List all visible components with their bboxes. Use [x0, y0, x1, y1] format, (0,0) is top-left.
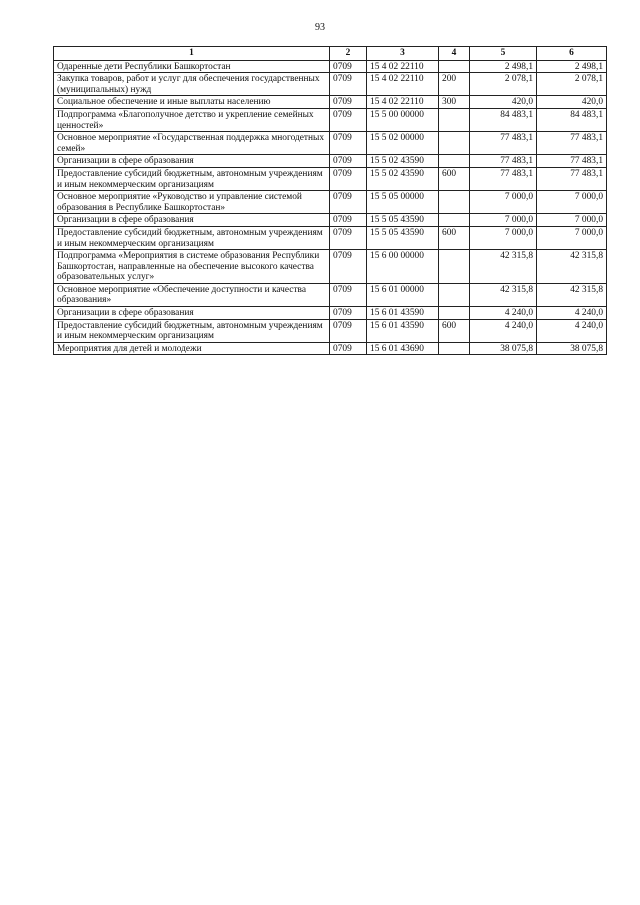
- row-section: 0709: [330, 250, 367, 284]
- row-amount-year1: 84 483,1: [470, 108, 537, 131]
- row-expense-type: [439, 307, 470, 320]
- row-target-code: 15 5 02 43590: [367, 155, 439, 168]
- row-amount-year2: 77 483,1: [537, 132, 607, 155]
- row-amount-year1: 420,0: [470, 96, 537, 109]
- row-amount-year2: 77 483,1: [537, 167, 607, 190]
- table-row: [54, 226, 607, 249]
- row-section: 0709: [330, 96, 367, 109]
- row-expense-type: [439, 214, 470, 227]
- row-amount-year1: 77 483,1: [470, 167, 537, 190]
- row-expense-type: [439, 155, 470, 168]
- row-target-code: 15 4 02 22110: [367, 60, 439, 73]
- row-target-code: 15 5 00 00000: [367, 108, 439, 131]
- row-amount-year2: 38 075,8: [537, 342, 607, 355]
- row-amount-year2: 7 000,0: [537, 191, 607, 214]
- row-amount-year1: 7 000,0: [470, 226, 537, 249]
- table-row: [54, 132, 607, 155]
- row-expense-type: [439, 132, 470, 155]
- header-col-2: 2: [330, 47, 367, 61]
- row-amount-year1: 2 498,1: [470, 60, 537, 73]
- row-section: 0709: [330, 342, 367, 355]
- row-section: 0709: [330, 191, 367, 214]
- row-target-code: 15 5 02 43590: [367, 167, 439, 190]
- row-amount-year2: 84 483,1: [537, 108, 607, 131]
- table-row: [54, 108, 607, 131]
- row-target-code: 15 6 01 43590: [367, 307, 439, 320]
- table-row: [54, 283, 607, 306]
- row-amount-year2: 4 240,0: [537, 307, 607, 320]
- row-target-code: 15 6 01 00000: [367, 283, 439, 306]
- row-amount-year1: 2 078,1: [470, 73, 537, 96]
- row-section: 0709: [330, 132, 367, 155]
- row-name: Одаренные дети Республики Башкортостан: [54, 60, 330, 73]
- row-section: 0709: [330, 283, 367, 306]
- row-name: Подпрограмма «Благополучное детство и укрепление семейных ценностей»: [54, 108, 330, 131]
- row-amount-year1: 7 000,0: [470, 214, 537, 227]
- row-name: Предоставление субсидий бюджетным, автономным учреждениям и иным некоммерческим организациям: [54, 319, 330, 342]
- row-amount-year2: 2 498,1: [537, 60, 607, 73]
- row-target-code: 15 6 01 43590: [367, 319, 439, 342]
- row-section: 0709: [330, 319, 367, 342]
- row-target-code: 15 5 02 00000: [367, 132, 439, 155]
- row-expense-type: 600: [439, 226, 470, 249]
- table-row: [54, 96, 607, 109]
- header-col-3: 3: [367, 47, 439, 61]
- table-row: [54, 60, 607, 73]
- table-row: [54, 214, 607, 227]
- header-col-6: 6: [537, 47, 607, 61]
- table-row: [54, 155, 607, 168]
- table-row: [54, 250, 607, 284]
- row-target-code: 15 5 05 43590: [367, 226, 439, 249]
- row-expense-type: [439, 250, 470, 284]
- row-name: Подпрограмма «Мероприятия в системе образования Республики Башкортостан, направленные на обеспечение высокого качества образовательных услуг»: [54, 250, 330, 284]
- page-number: 93: [315, 22, 325, 33]
- row-expense-type: 600: [439, 319, 470, 342]
- row-expense-type: 600: [439, 167, 470, 190]
- table-row: [54, 319, 607, 342]
- row-expense-type: [439, 60, 470, 73]
- row-amount-year2: 7 000,0: [537, 226, 607, 249]
- row-section: 0709: [330, 73, 367, 96]
- table-row: [54, 307, 607, 320]
- row-name: Предоставление субсидий бюджетным, автономным учреждениям и иным некоммерческим организациям: [54, 167, 330, 190]
- row-amount-year1: 42 315,8: [470, 250, 537, 284]
- row-target-code: 15 6 01 43690: [367, 342, 439, 355]
- row-amount-year2: 2 078,1: [537, 73, 607, 96]
- row-amount-year2: 77 483,1: [537, 155, 607, 168]
- table-header-row: [54, 47, 607, 61]
- row-name: Предоставление субсидий бюджетным, автономным учреждениям и иным некоммерческим организациям: [54, 226, 330, 249]
- row-amount-year1: 77 483,1: [470, 155, 537, 168]
- row-amount-year2: 7 000,0: [537, 214, 607, 227]
- row-name: Основное мероприятие «Обеспечение доступности и качества образования»: [54, 283, 330, 306]
- row-expense-type: [439, 283, 470, 306]
- row-expense-type: 200: [439, 73, 470, 96]
- row-section: 0709: [330, 214, 367, 227]
- row-section: 0709: [330, 167, 367, 190]
- table-row: [54, 73, 607, 96]
- row-expense-type: 300: [439, 96, 470, 109]
- row-expense-type: [439, 191, 470, 214]
- row-section: 0709: [330, 108, 367, 131]
- row-amount-year2: 42 315,8: [537, 283, 607, 306]
- row-section: 0709: [330, 60, 367, 73]
- row-amount-year1: 38 075,8: [470, 342, 537, 355]
- row-section: 0709: [330, 226, 367, 249]
- row-name: Основное мероприятие «Руководство и управление системой образования в Республике Башкортостан»: [54, 191, 330, 214]
- row-name: Организации в сфере образования: [54, 155, 330, 168]
- row-name: Организации в сфере образования: [54, 214, 330, 227]
- table-row: [54, 167, 607, 190]
- row-section: 0709: [330, 155, 367, 168]
- row-target-code: 15 5 05 43590: [367, 214, 439, 227]
- row-name: Основное мероприятие «Государственная поддержка многодетных семей»: [54, 132, 330, 155]
- row-amount-year1: 4 240,0: [470, 307, 537, 320]
- row-target-code: 15 5 05 00000: [367, 191, 439, 214]
- row-name: Мероприятия для детей и молодежи: [54, 342, 330, 355]
- budget-table: [53, 46, 607, 355]
- header-col-1: 1: [54, 47, 330, 61]
- row-amount-year2: 42 315,8: [537, 250, 607, 284]
- table-row: [54, 342, 607, 355]
- header-col-4: 4: [439, 47, 470, 61]
- row-target-code: 15 4 02 22110: [367, 73, 439, 96]
- row-section: 0709: [330, 307, 367, 320]
- table-row: [54, 191, 607, 214]
- row-amount-year2: 420,0: [537, 96, 607, 109]
- row-amount-year1: 7 000,0: [470, 191, 537, 214]
- header-col-5: 5: [470, 47, 537, 61]
- row-expense-type: [439, 342, 470, 355]
- row-name: Организации в сфере образования: [54, 307, 330, 320]
- row-target-code: 15 4 02 22110: [367, 96, 439, 109]
- row-name: Социальное обеспечение и иные выплаты населению: [54, 96, 330, 109]
- row-amount-year2: 4 240,0: [537, 319, 607, 342]
- row-amount-year1: 4 240,0: [470, 319, 537, 342]
- row-amount-year1: 42 315,8: [470, 283, 537, 306]
- row-expense-type: [439, 108, 470, 131]
- row-target-code: 15 6 00 00000: [367, 250, 439, 284]
- row-name: Закупка товаров, работ и услуг для обеспечения государственных (муниципальных) нужд: [54, 73, 330, 96]
- row-amount-year1: 77 483,1: [470, 132, 537, 155]
